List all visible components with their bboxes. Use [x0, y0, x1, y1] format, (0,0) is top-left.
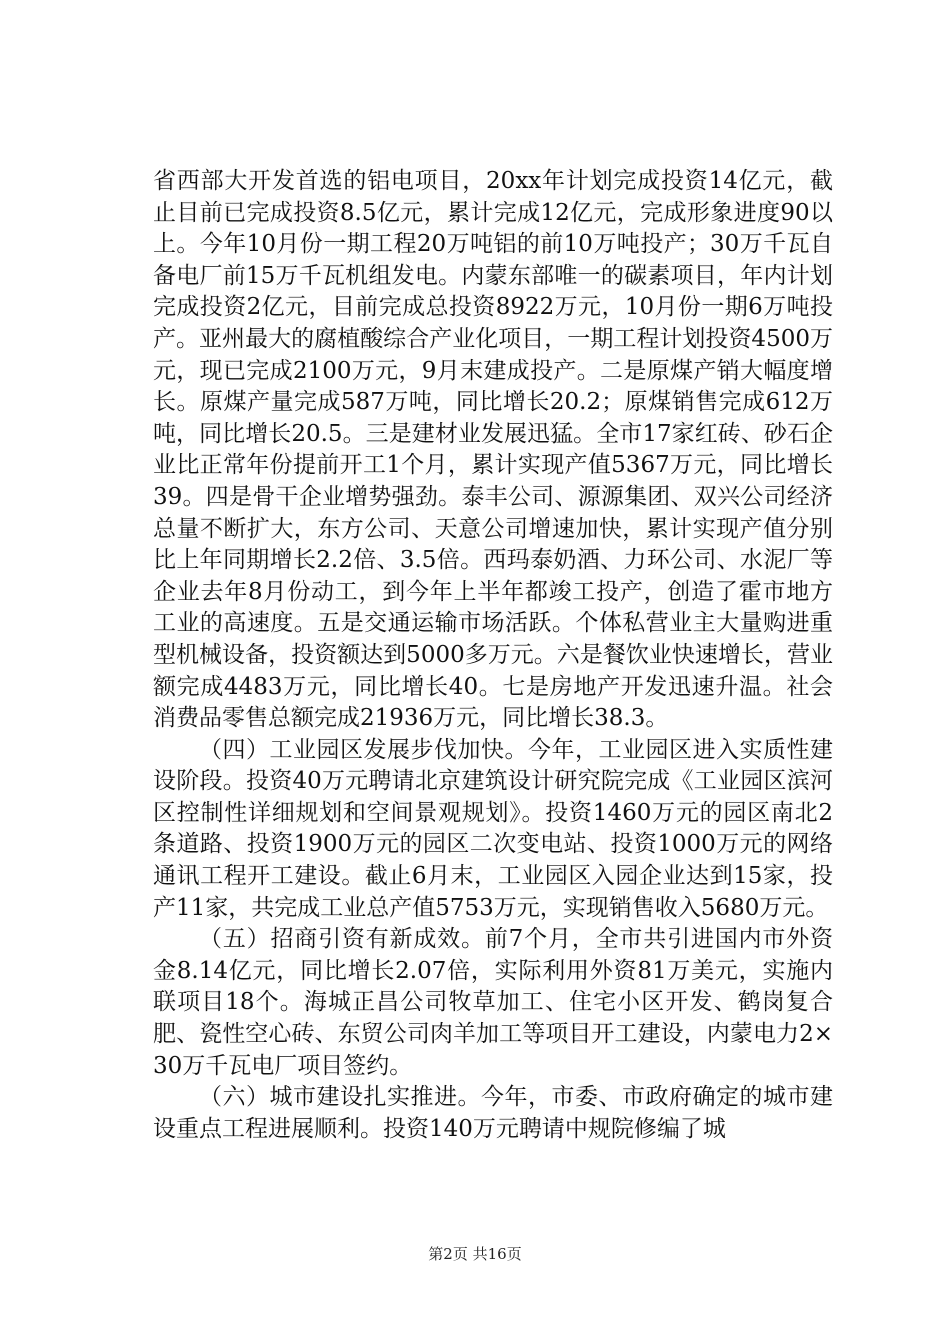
paragraph-urban-construction: （六）城市建设扎实推进。今年，市委、市政府确定的城市建设重点工程进展顺利。投资140万元聘请中规院修编了城: [153, 1084, 833, 1142]
paragraph-industry-projects: 省西部大开发首选的铝电项目，20xx年计划完成投资14亿元，截止目前已完成投资8.5亿元，累计完成12亿元，完成形象进度90以上。今年10月份一期工程20万吨铝的前10万吨投产；30万千瓦自备电厂前15万千瓦机组发电。内蒙东部唯一的碳素项目，年内计划完成投资2亿元，目前完成总投资8922万元，10月份一期6万吨投产。亚州最大的腐植酸综合产业化项目，一期工程计划投资4500万元，现已完成2100万元，9月末建成投产。二是原煤产销大幅度增长。原煤产量完成587万吨，同比增长20.2；原煤销售完成612万吨，同比增长20.5。三是建材业发展迅猛。全市17家红砖、砂石企业比正常年份提前开工1个月，累计实现产值5367万元，同比增长39。四是骨干企业增势强劲。泰丰公司、源源集团、双兴公司经济总量不断扩大，东方公司、天意公司增速加快，累计实现产值分别比上年同期增长2.2倍、3.5倍。西玛泰奶酒、力环公司、水泥厂等企业去年8月份动工，到今年上半年都竣工投产，创造了霍市地方工业的高速度。五是交通运输市场活跃。个体私营业主大量购进重型机械设备，投资额达到5000多万元。六是餐饮业快速增长，营业额完成4483万元，同比增长40。七是房地产开发迅速升温。社会消费品零售总额完成21936万元，同比增长38.3。: [153, 168, 833, 732]
document-body: [153, 166, 833, 1145]
paragraph-investment-attraction: （五）招商引资有新成效。前7个月，全市共引进国内市外资金8.14亿元，同比增长2.07倍，实际利用外资81万美元，实施内联项目18个。海城正昌公司牧草加工、住宅小区开发、鹤岗复合肥、瓷性空心砖、东贸公司肉羊加工等项目开工建设，内蒙电力2×30万千瓦电厂项目签约。: [153, 926, 833, 1079]
paragraph-industrial-park: （四）工业园区发展步伐加快。今年，工业园区进入实质性建设阶段。投资40万元聘请北京建筑设计研究院完成《工业园区滨河区控制性详细规划和空间景观规划》。投资1460万元的园区南北2条道路、投资1900万元的园区二次变电站、投资1000万元的网络通讯工程开工建设。截止6月末，工业园区入园企业达到15家，投产11家，共完成工业总产值5753万元，实现销售收入5680万元。: [153, 736, 833, 921]
page-number-footer: 第2页 共16页: [428, 1245, 522, 1263]
